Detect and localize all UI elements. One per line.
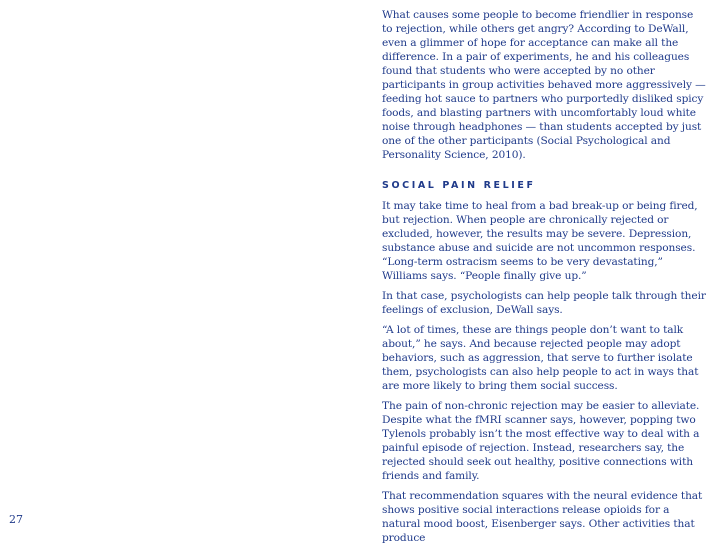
- paragraph-intro: What causes some people to become friendlier in response to rejection, while others get angry? According to DeWall, even a glimmer of hope for acceptance can make all the difference. In a pair of experiments, he and his colleagues found that students who were accepted by no other participants in group activities behaved more aggressively — feeding hot sauce to partners who purportedly disliked spicy foods, and blasting partners with uncomfortably loud white noise through headphones — than students accepted by just one of the other participants (Social Psychological and Personality Science, 2010).: [382, 9, 706, 161]
- paragraph: That recommendation squares with the neural evidence that shows positive social interactions release opioids for a natural mood boost, Eisenberger says. Other activities that produce: [382, 490, 703, 544]
- paragraph: In that case, psychologists can help people talk through their feelings of exclusion, DeWall says.: [382, 290, 706, 316]
- paragraph: “A lot of times, these are things people don’t want to talk about,” he says. And because rejected people may adopt behaviors, such as aggression, that serve to further isolate them, psychologists can also help people to act in ways that are more likely to bring them social success.: [382, 324, 699, 392]
- paragraph: It may take time to heal from a bad break-up or being fired, but rejection. When people are chronically rejected or excluded, however, the results may be severe. Depression, substance abuse and suicide are not uncommon responses. “Long-term ostracism seems to be very devastating,” Williams says. “People finally give up.”: [382, 200, 698, 282]
- section-heading: SOCIAL PAIN RELIEF: [382, 180, 536, 191]
- paragraph: The pain of non-chronic rejection may be easier to alleviate. Despite what the fMRI scanner says, however, popping two Tylenols probably isn’t the most effective way to deal with a painful episode of rejection. Instead, researchers say, the rejected should seek out healthy, positive connections with friends and family.: [382, 400, 700, 482]
- article-column: [382, 8, 706, 551]
- page-number: 27: [9, 513, 23, 526]
